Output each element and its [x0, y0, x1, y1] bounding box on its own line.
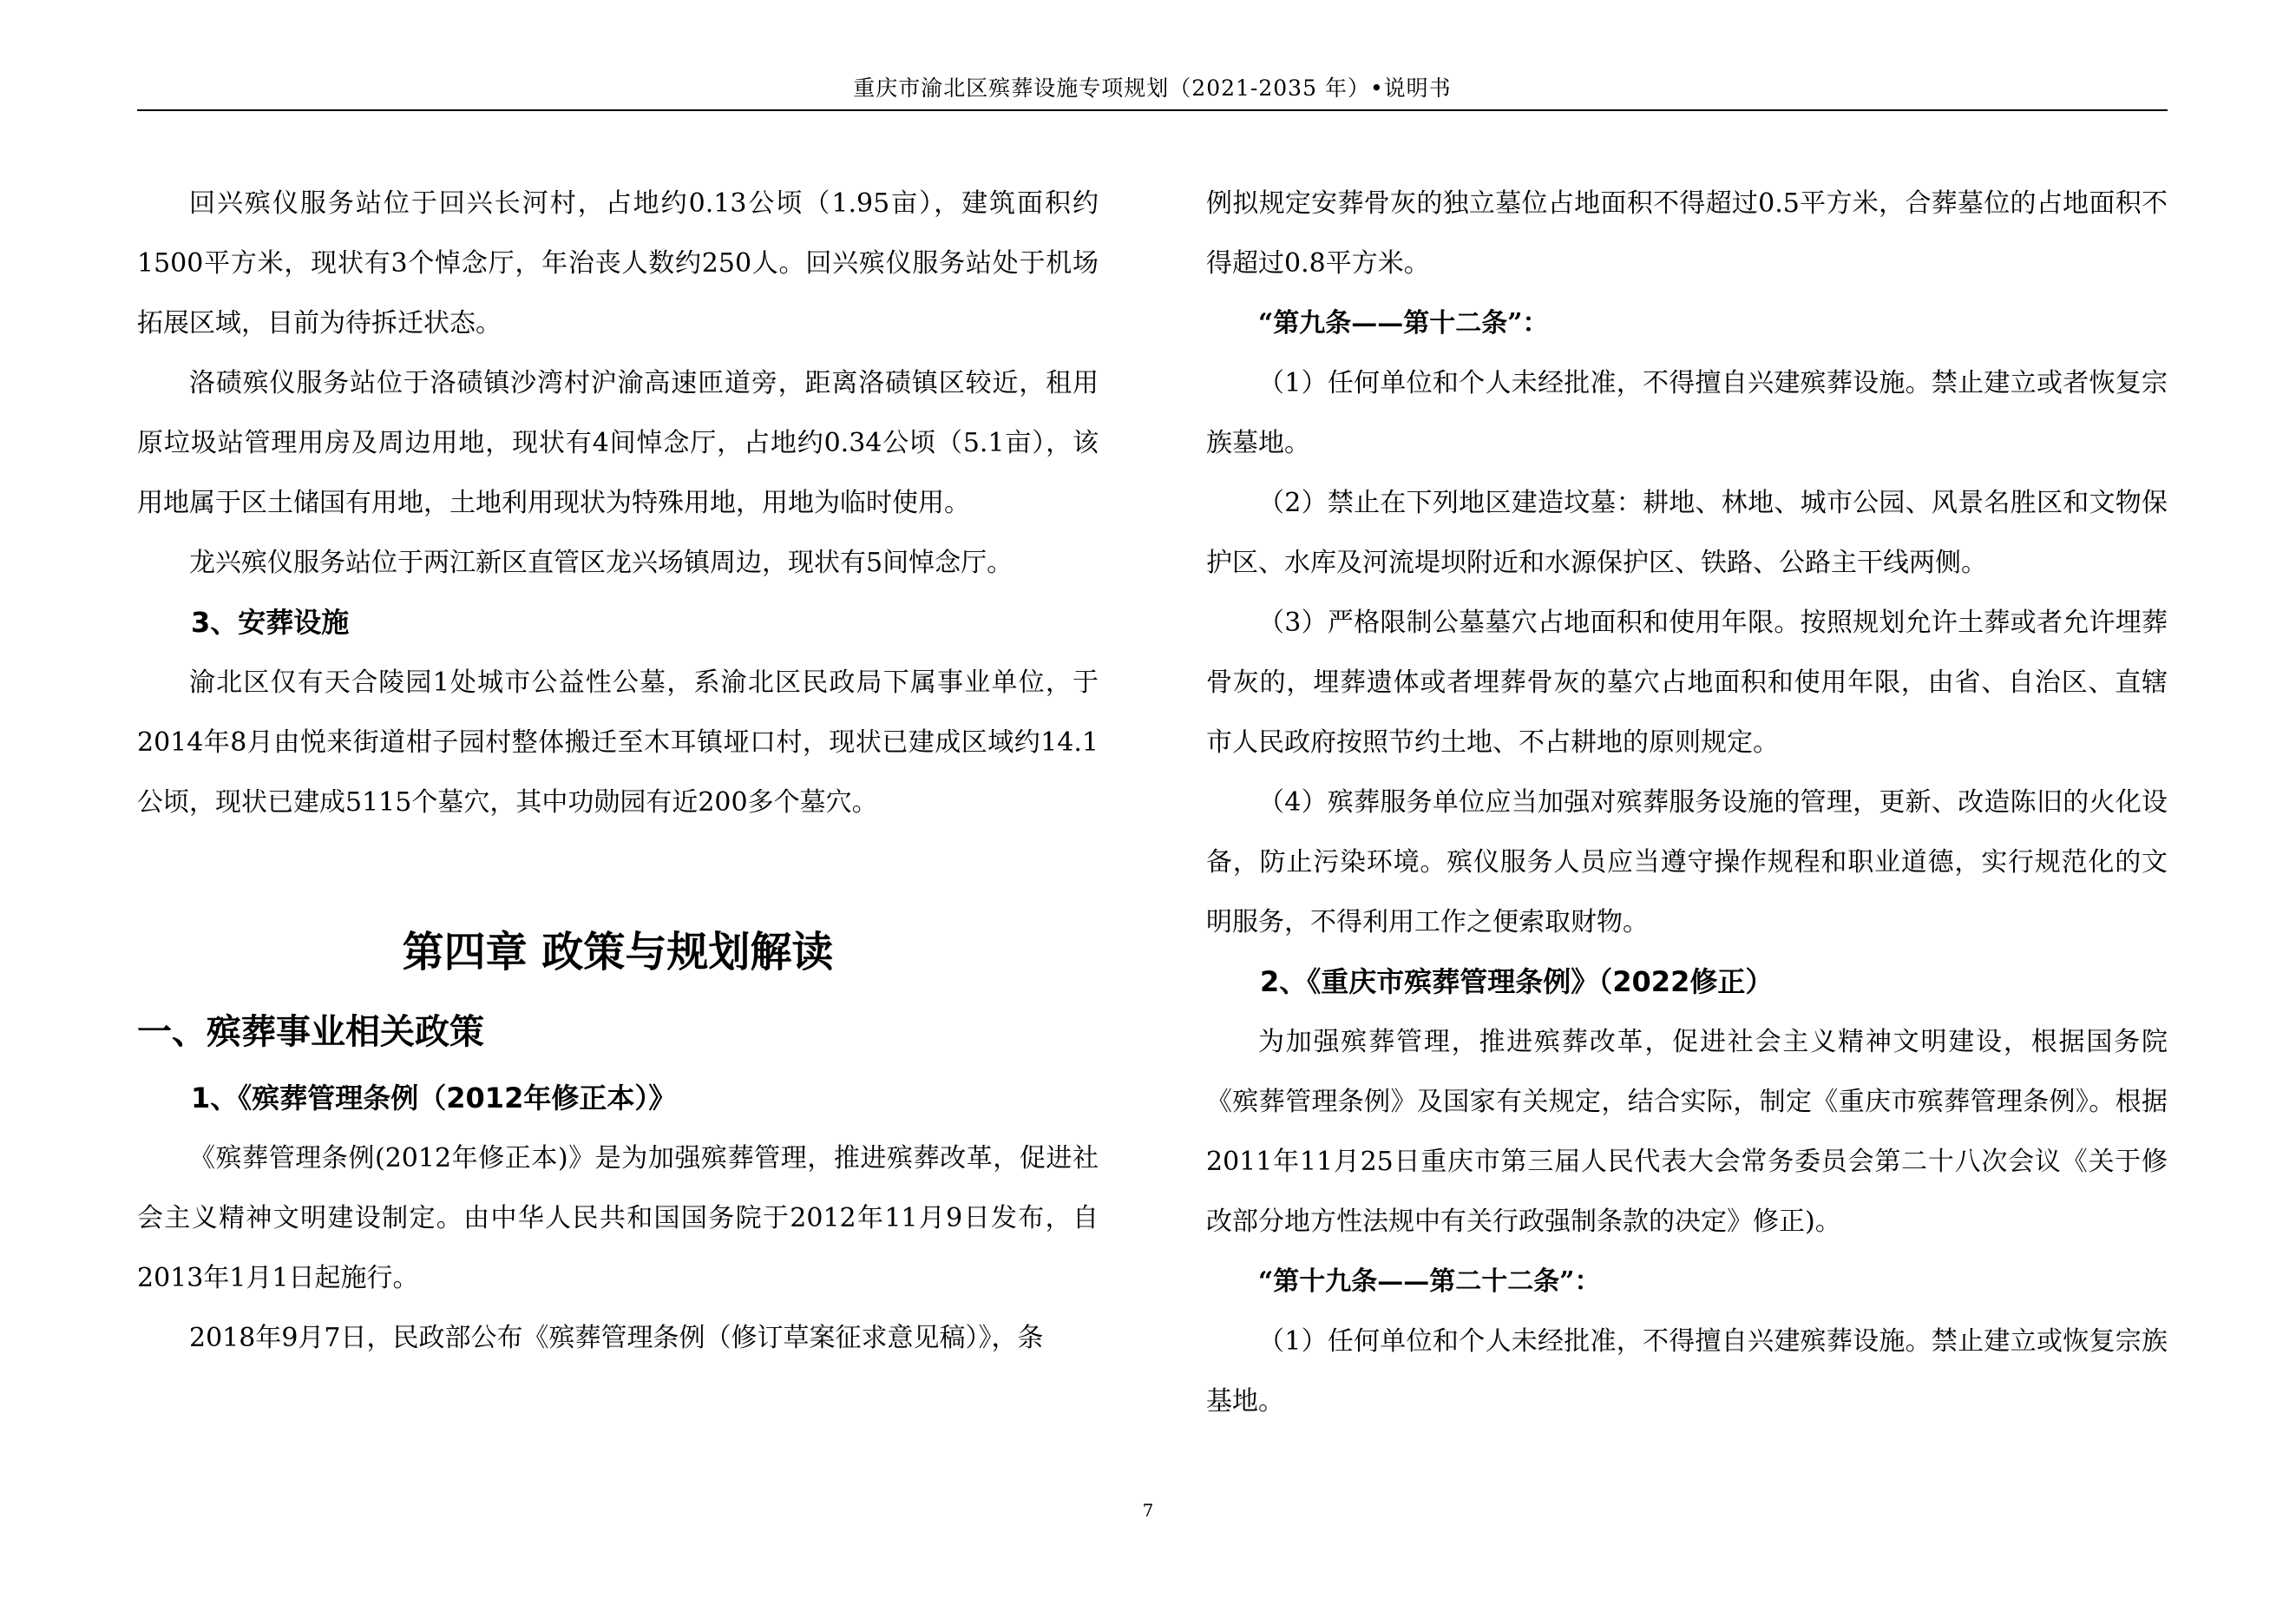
section-title: 一、殡葬事业相关政策	[137, 1012, 484, 1052]
label-articles-19-22: “第十九条——第二十二条”：	[1258, 1266, 1601, 1297]
label-articles-9-12: “第九条——第十二条”：	[1258, 308, 1549, 339]
page-number: 7	[1142, 1500, 1154, 1521]
subsection-title-funeral-regulation: 1、《殡葬管理条例（2012年修正本）》	[191, 1082, 677, 1114]
list-item-3: （3）严格限制公墓墓穴占地面积和使用年限。按照规划允许土葬或者允许埋葬骨灰的，埋葬遗体或者埋葬骨灰的墓穴占地面积和使用年限，由省、自治区、直辖市人民政府按照节约土地、不占耕地的原则规定。	[1206, 608, 2168, 758]
list-item-2: （2）禁止在下列地区建造坟墓：耕地、林地、城市公园、风景名胜区和文物保护区、水库及河流堤坝附近和水源保护区、铁路、公路主干线两侧。	[1206, 488, 2168, 578]
paragraph-luoqi-station: 洛碛殡仪服务站位于洛碛镇沙湾村沪渝高速匝道旁，距离洛碛镇区较近，租用原垃圾站管理用房及周边用地，现状有4间悼念厅，占地约0.34公顷（5.1亩），该用地属于区土储国有用地，土地利用现状为特殊用地，用地为临时使用。	[137, 368, 1099, 518]
chapter-title: 第四章 政策与规划解读	[402, 928, 834, 976]
subsection-title-chongqing-regulation: 2、《重庆市殡葬管理条例》（2022修正）	[1260, 965, 1774, 998]
paragraph-draft-2018: 2018年9月7日，民政部公布《殡葬管理条例（修订草案征求意见稿）》，条	[189, 1323, 1044, 1353]
header-divider	[137, 109, 2168, 111]
paragraph-tianhe-cemetery: 渝北区仅有天合陵园1处城市公益性公墓，系渝北区民政局下属事业单位，于2014年8月由悦来街道柑子园村整体搬迁至木耳镇垭口村，现状已建成区域约14.1公顷，现状已建成5115个墓穴，其中功勋园有近200多个墓穴。	[137, 667, 1099, 818]
left-column	[137, 174, 1099, 1368]
list-item-5: （1）任何单位和个人未经批准，不得擅自兴建殡葬设施。禁止建立或恢复宗族基地。	[1206, 1326, 2168, 1417]
heading-burial-facilities: 3、安葬设施	[191, 606, 350, 639]
right-column	[1206, 174, 2168, 1431]
paragraph-regulation-2012: 《殡葬管理条例(2012年修正本)》是为加强殡葬管理，推进殡葬改革，促进社会主义精神文明建设制定。由中华人民共和国国务院于2012年11月9日发布，自2013年1月1日起施行。	[137, 1143, 1099, 1293]
list-item-4: （4）殡葬服务单位应当加强对殡葬服务设施的管理，更新、改造陈旧的火化设备，防止污染环境。殡仪服务人员应当遵守操作规程和职业道德，实行规范化的文明服务，不得利用工作之便索取财物。	[1206, 787, 2168, 937]
paragraph-chongqing-regulation: 为加强殡葬管理，推进殡葬改革，促进社会主义精神文明建设，根据国务院《殡葬管理条例》及国家有关规定，结合实际，制定《重庆市殡葬管理条例》。根据2011年11月25日重庆市第三届人民代表大会常务委员会第二十八次会议《关于修改部分地方性法规中有关行政强制条款的决定》修正)。	[1206, 1027, 2168, 1237]
running-header: 重庆市渝北区殡葬设施专项规划（2021-2035 年）•说明书	[853, 76, 1452, 101]
paragraph-huixing-station: 回兴殡仪服务站位于回兴长河村，占地约0.13公顷（1.95亩），建筑面积约1500平方米，现状有3个悼念厅，年治丧人数约250人。回兴殡仪服务站处于机场拓展区域，目前为待拆迁状态。	[137, 188, 1099, 339]
paragraph-continuation: 例拟规定安葬骨灰的独立墓位占地面积不得超过0.5平方米，合葬墓位的占地面积不得超过0.8平方米。	[1206, 188, 2168, 279]
paragraph-longxing-station: 龙兴殡仪服务站位于两江新区直管区龙兴场镇周边，现状有5间悼念厅。	[189, 548, 1014, 578]
list-item-1: （1）任何单位和个人未经批准，不得擅自兴建殡葬设施。禁止建立或者恢复宗族墓地。	[1206, 368, 2168, 458]
